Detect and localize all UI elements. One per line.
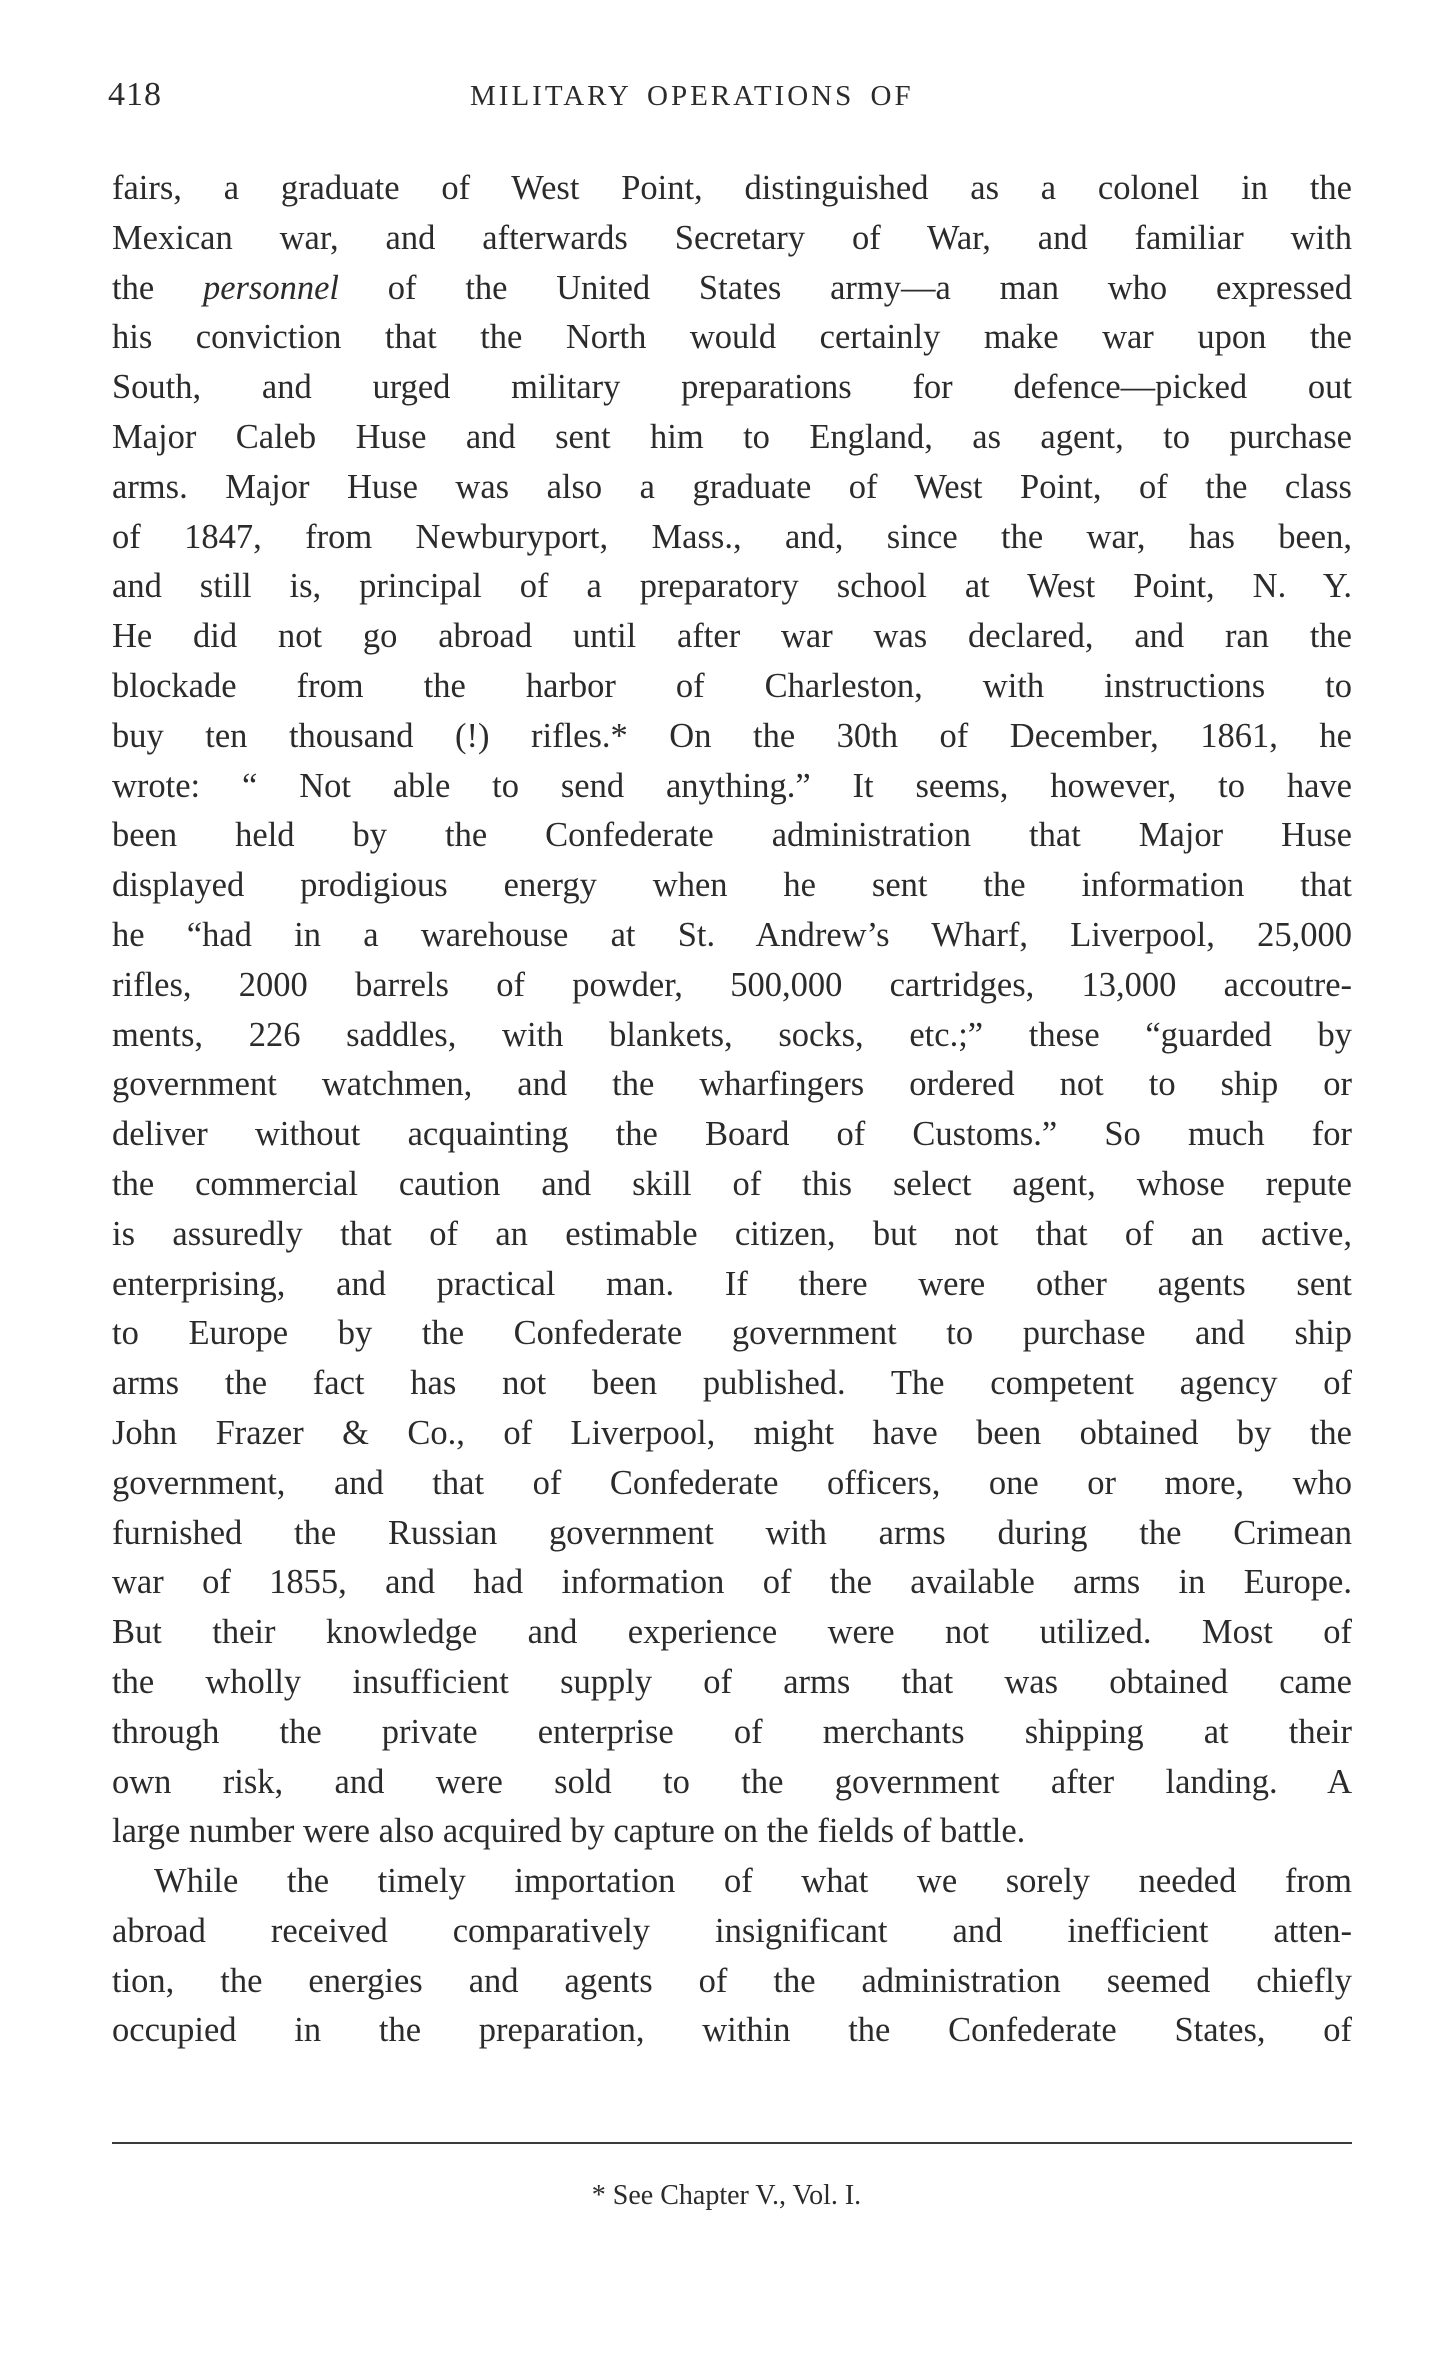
page-number: 418 [108,76,162,113]
text-line: and still is, principal of a preparatory school at West Point, N. Y. [112,567,1352,606]
text-line: wrote: “ Not able to send anything.” It seems, however, to have [112,766,1352,805]
text-line: arms the fact has not been published. The competent agency of [112,1364,1352,1403]
italic-word: personnel [202,268,340,307]
text-line: his conviction that the North would certainly make war upon the [112,318,1352,357]
text-line: rifles, 2000 barrels of powder, 500,000 cartridges, 13,000 accoutre- [112,965,1352,1004]
text-line: abroad received comparatively insignificant and inefficient atten- [112,1911,1352,1950]
running-title: MILITARY OPERATIONS OF [470,80,914,112]
text-line: is assuredly that of an estimable citizen, but not that of an active, [112,1214,1352,1253]
text-line: enterprising, and practical man. If there were other agents sent [112,1264,1352,1303]
text-line: Major Caleb Huse and sent him to England, as agent, to purchase [112,417,1352,456]
text-line: fairs, a graduate of West Point, distinguished as a colonel in the [112,169,1352,207]
text-line: government, and that of Confederate officers, one or more, who [112,1463,1352,1502]
text-span: of the United States army—a man who expressed [339,268,1352,307]
text-line: tion, the energies and agents of the administration seemed chiefly [112,1961,1352,2000]
text-line: he “had in a warehouse at St. Andrew’s Wharf, Liverpool, 25,000 [112,915,1352,954]
text-line: furnished the Russian government with arms during the Crimean [112,1513,1352,1552]
text-span: the [112,268,203,307]
paragraph-start-line: While the timely importation of what we sorely needed from [154,1862,1352,1901]
text-line: deliver without acquainting the Board of Customs.” So much for [112,1115,1352,1154]
text-line: the commercial caution and skill of this select agent, whose repute [112,1164,1352,1203]
footnote: * See Chapter V., Vol. I. [591,2180,862,2211]
text-line: through the private enterprise of merchants shipping at their [112,1712,1352,1751]
text-line: of 1847, from Newburyport, Mass., and, since the war, has been, [112,517,1352,556]
text-line: displayed prodigious energy when he sent the information that [112,866,1352,905]
text-line: John Frazer & Co., of Liverpool, might have been obtained by the [112,1413,1352,1452]
text-line: South, and urged military preparations for defence—picked out [112,368,1352,407]
text-line: war of 1855, and had information of the available arms in Europe. [112,1563,1352,1602]
text-line-with-italic [112,264,1352,314]
text-line: been held by the Confederate administration that Major Huse [112,816,1352,855]
text-line: large number were also acquired by capture on the fields of battle. [112,1812,1026,1851]
text-line: Mexican war, and afterwards Secretary of War, and familiar with [112,218,1352,257]
text-line: ments, 226 saddles, with blankets, socks, etc.;” these “guarded by [112,1015,1352,1054]
text-line: He did not go abroad until after war was declared, and ran the [112,617,1352,656]
text-line: arms. Major Huse was also a graduate of West Point, of the class [112,467,1352,506]
text-line: government watchmen, and the wharfingers ordered not to ship or [112,1065,1352,1104]
body-text [112,164,1352,2056]
text-line: own risk, and were sold to the government after landing. A [112,1762,1352,1801]
text-line: the wholly insufficient supply of arms that was obtained came [112,1662,1352,1701]
text-line: But their knowledge and experience were not utilized. Most of [112,1613,1352,1652]
text-line: blockade from the harbor of Charleston, with instructions to [112,666,1352,705]
footnote-divider [112,2142,1352,2144]
text-line: occupied in the preparation, within the Confederate States, of [112,2011,1352,2050]
text-line: to Europe by the Confederate government to purchase and ship [112,1314,1352,1353]
text-line: buy ten thousand (!) rifles.* On the 30th of December, 1861, he [112,716,1352,755]
